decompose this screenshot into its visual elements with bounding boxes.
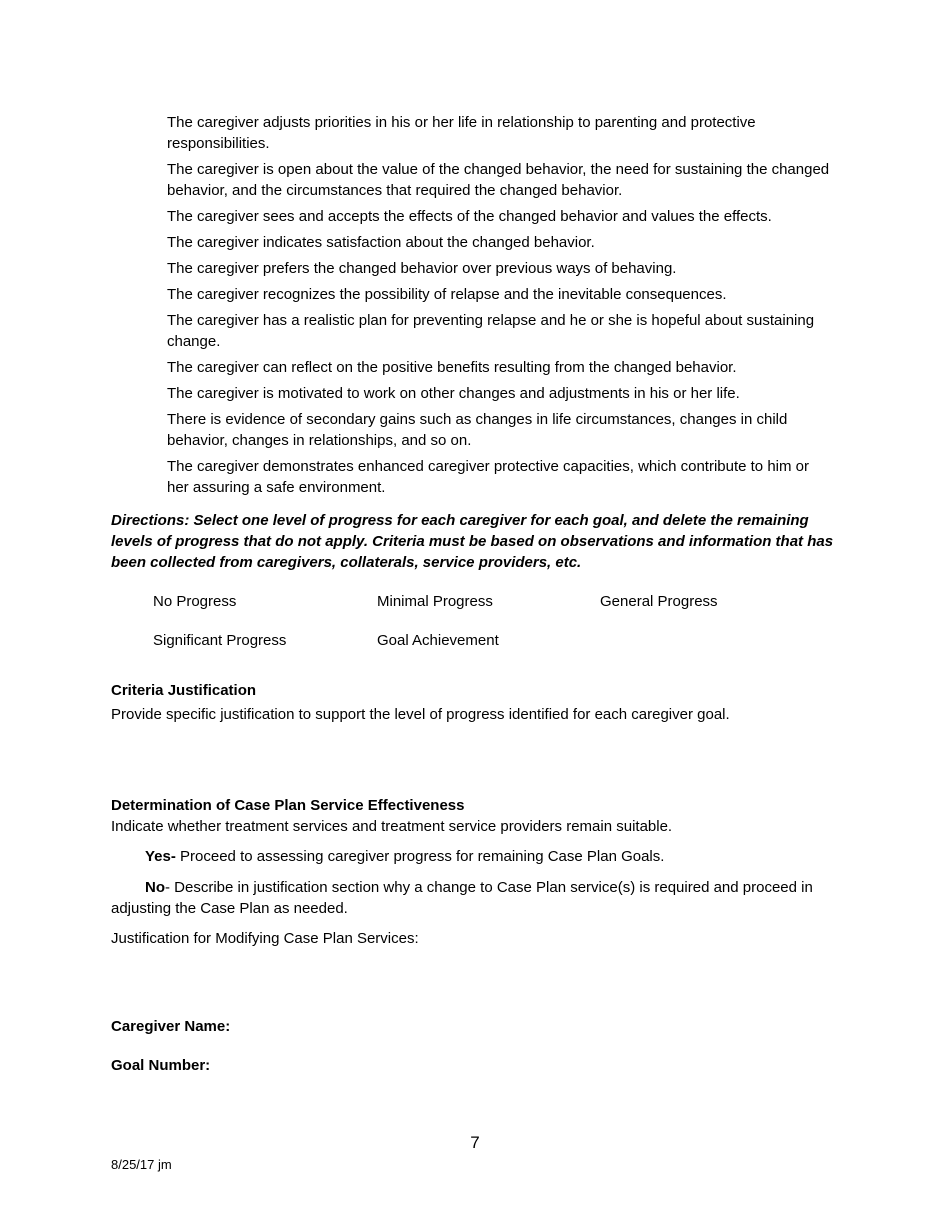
criteria-item: The caregiver has a realistic plan for preventing relapse and he or she is hopeful about sustaining change. — [167, 312, 815, 350]
option-minimal-progress[interactable]: Minimal Progress — [377, 593, 493, 610]
effectiveness-heading: Determination of Case Plan Service Effectiveness — [111, 797, 465, 814]
criteria-item: The caregiver sees and accepts the effects of the changed behavior and values the effects. — [167, 208, 772, 225]
criteria-list — [167, 112, 832, 503]
criteria-justification-text: Provide specific justification to support the level of progress identified for each caregiver goal. — [111, 706, 730, 723]
no-text: - Describe in justification section why a change to Case Plan service(s) is required and proceed in adjusting the Case Plan as needed. — [111, 879, 813, 917]
directions-text: Directions: Select one level of progress for each caregiver for each goal, and delete the remaining levels of progress that do not apply. Criteria must be based on observations and information that has been collected from caregivers, collaterals, service providers, etc. — [111, 512, 834, 571]
criteria-item: The caregiver recognizes the possibility of relapse and the inevitable consequences. — [167, 286, 727, 303]
criteria-justification-heading: Criteria Justification — [111, 682, 257, 699]
option-no-progress[interactable]: No Progress — [153, 593, 237, 610]
modify-justification-label: Justification for Modifying Case Plan Services: — [111, 930, 419, 947]
option-goal-achievement[interactable]: Goal Achievement — [377, 632, 499, 649]
no-label: No — [145, 879, 165, 896]
criteria-item: The caregiver is open about the value of the changed behavior, the need for sustaining the changed behavior, and the circumstances that required the changed behavior. — [167, 161, 830, 199]
criteria-item: The caregiver demonstrates enhanced caregiver protective capacities, which contribute to him or her assuring a safe environment. — [167, 458, 809, 496]
caregiver-name-label: Caregiver Name: — [111, 1018, 231, 1035]
option-significant-progress[interactable]: Significant Progress — [153, 632, 287, 649]
yes-label: Yes- — [145, 848, 176, 865]
footer-date: 8/25/17 jm — [111, 1157, 172, 1172]
goal-number-label: Goal Number: — [111, 1057, 211, 1074]
criteria-item: There is evidence of secondary gains such as changes in life circumstances, changes in child behavior, changes in relationships, and so on. — [167, 411, 788, 449]
effectiveness-text: Indicate whether treatment services and treatment service providers remain suitable. — [111, 818, 673, 835]
criteria-item: The caregiver is motivated to work on other changes and adjustments in his or her life. — [167, 385, 740, 402]
criteria-item: The caregiver adjusts priorities in his or her life in relationship to parenting and protective responsibilities. — [167, 114, 756, 152]
criteria-item: The caregiver can reflect on the positive benefits resulting from the changed behavior. — [167, 359, 737, 376]
criteria-item: The caregiver indicates satisfaction about the changed behavior. — [167, 234, 595, 251]
no-option[interactable] — [111, 877, 846, 919]
yes-text: Proceed to assessing caregiver progress for remaining Case Plan Goals. — [175, 848, 665, 865]
option-general-progress[interactable]: General Progress — [600, 593, 718, 610]
page-number: 7 — [470, 1133, 480, 1152]
yes-option[interactable] — [145, 846, 664, 867]
criteria-item: The caregiver prefers the changed behavior over previous ways of behaving. — [167, 260, 677, 277]
